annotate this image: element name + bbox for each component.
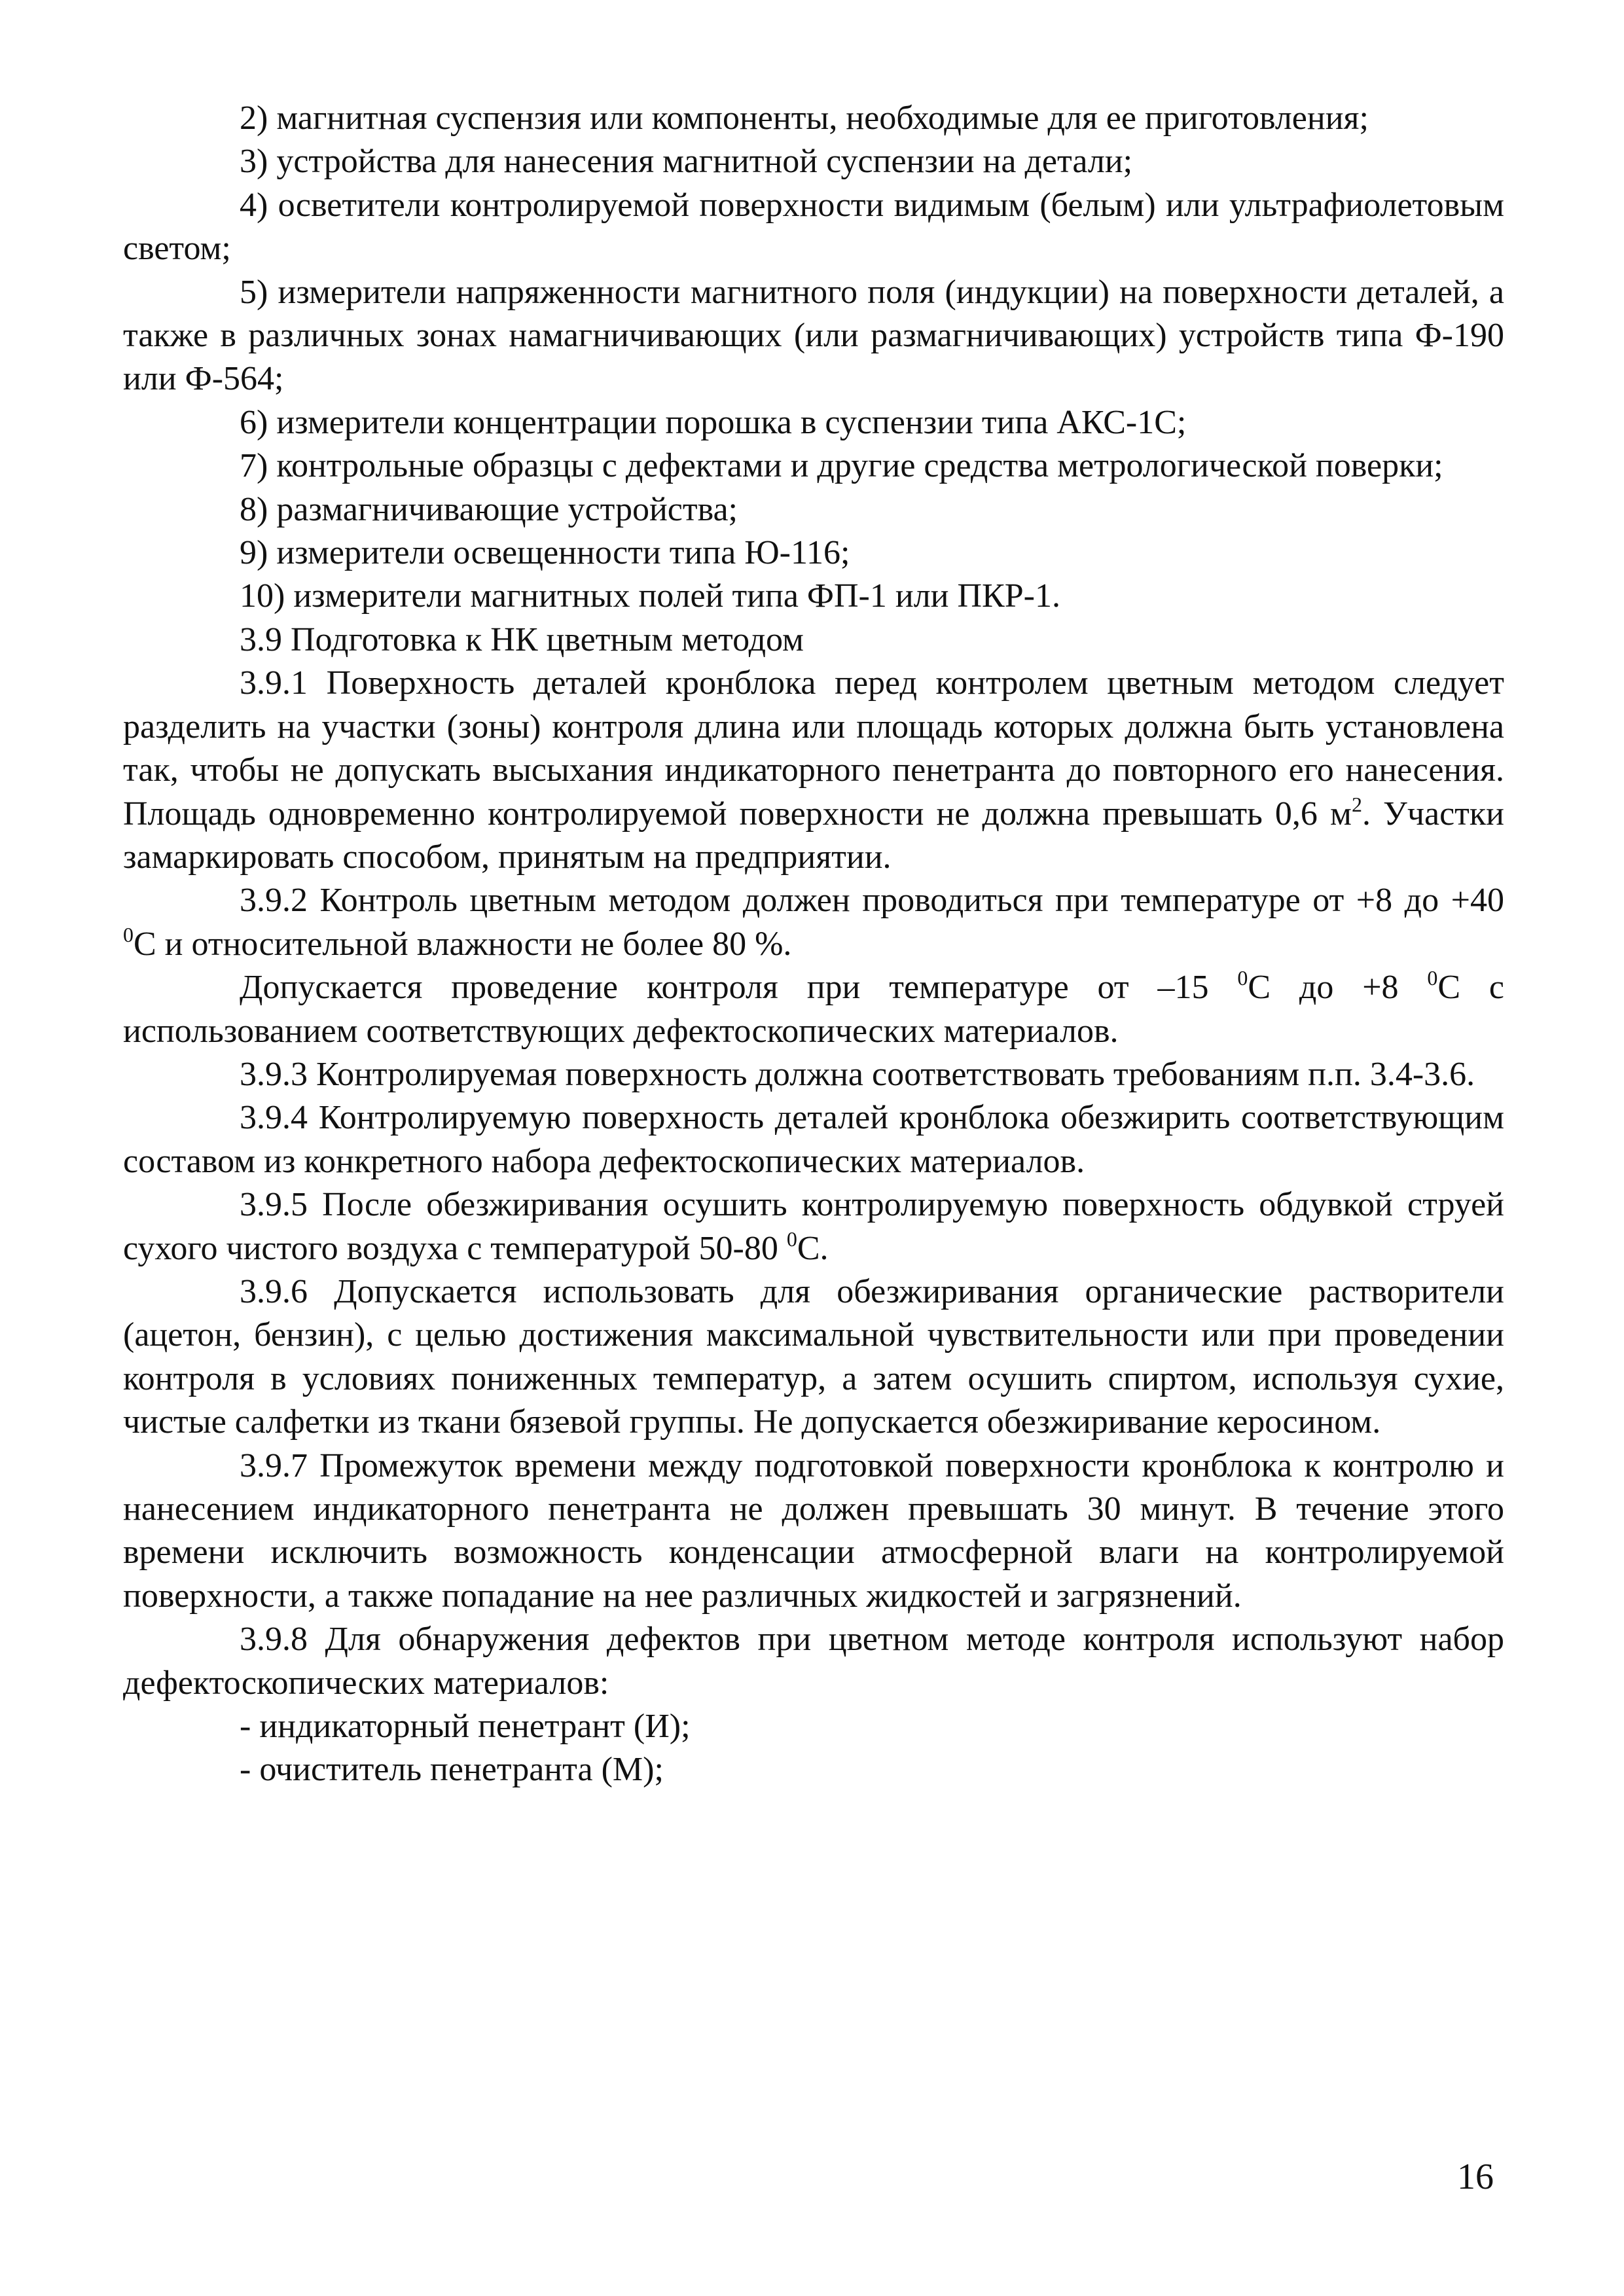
p391-text: 3.9.1 Поверхность деталей кронблока перед контролем цветным методом следует разделить на участки (зоны) контроля длина или площадь которых должна быть установлена так, чтобы не допускать высыхания индикаторного пенетранта до повторного его нанесения. Площадь одновременно контролируемой поверхности не должна превышать 0,6 м [123,664,1504,833]
paragraph-item-5: 5) измерители напряженности магнитного поля (индукции) на поверхности деталей, а также в различных зонах намагничивающих (или размагничивающих) устройств типа Ф-190 или Ф-564; [123,273,1504,398]
paragraph-item-10: 10) измерители магнитных полей типа ФП-1 или ПКР-1. [240,577,1060,615]
p392b-text-a: Допускается проведение контроля при температуре от –15 [240,969,1238,1007]
paragraph-3-9-3: 3.9.3 Контролируемая поверхность должна соответствовать требованиям п.п. 3.4-3.6. [240,1055,1475,1093]
p391-text-end: . Участки замаркировать способом, принятым на предприятии. [123,795,1504,876]
list-item-penetrant: - индикаторный пенетрант (И); [240,1708,691,1746]
paragraph-item-3: 3) устройства для нанесения магнитной суспензии на детали; [240,143,1133,181]
list-item-cleaner: - очиститель пенетранта (М); [240,1751,664,1789]
paragraph-item-8: 8) размагничивающие устройства; [240,490,738,528]
p392b-text-b: С до +8 [1248,969,1428,1007]
paragraph-3-9-1 [123,662,1504,879]
paragraph-item-7: 7) контрольные образцы с дефектами и другие средства метрологической поверки; [240,447,1443,485]
paragraph-item-4: 4) осветители контролируемой поверхности видимым (белым) или ультрафиолетовым светом; [123,186,1504,268]
paragraph-3-9-8: 3.9.8 Для обнаружения дефектов при цветном методе контроля используют набор дефектоскопических материалов: [123,1621,1504,1702]
p392-text-a: 3.9.2 Контроль цветным методом должен проводиться при температуре от +8 до +40 [240,882,1504,920]
paragraph-3-9-7: 3.9.7 Промежуток времени между подготовкой поверхности кронблока к контролю и нанесением индикаторного пенетранта не должен превышать 30 минут. В течение этого времени исключить возможность конденсации атмосферной влаги на контролируемой поверхности, а также попадание на нее различных жидкостей и загрязнений. [123,1446,1504,1615]
paragraph-3-9-2 [123,879,1504,966]
paragraph-3-9-5 [123,1183,1504,1270]
paragraph-item-2: 2) магнитная суспензия или компоненты, необходимые для ее приготовления; [240,99,1369,137]
degree-sign: 0 [786,1227,797,1251]
p392b-text-c: С с использованием соответствующих дефектоскопических материалов. [123,969,1505,1050]
paragraph-3-9-4: 3.9.4 Контролируемую поверхность деталей кронблока обезжирить соответствующим составом из конкретного набора дефектоскопических материалов. [123,1099,1504,1180]
superscript-2: 2 [1351,792,1362,816]
paragraph-3-9-2-allowance [123,966,1504,1053]
p392-text-b: С и относительной влажности не более 80 %. [134,925,792,963]
degree-sign: 0 [1237,966,1248,990]
paragraph-item-6: 6) измерители концентрации порошка в суспензии типа АКС-1С; [240,403,1187,441]
page-number: 16 [1457,2157,1494,2197]
section-heading-3-9: 3.9 Подготовка к НК цветным методом [240,620,804,658]
paragraph-item-9: 9) измерители освещенности типа Ю-116; [240,534,850,572]
degree-sign: 0 [123,922,134,946]
p395-text-b: С. [797,1229,829,1267]
p395-text-a: 3.9.5 После обезжиривания осушить контролируемую поверхность обдувкой струей сухого чистого воздуха с температурой 50-80 [123,1186,1504,1267]
document-page [123,97,1504,1792]
degree-sign: 0 [1427,966,1438,990]
paragraph-3-9-6: 3.9.6 Допускается использовать для обезжиривания органические растворители (ацетон, бензин), с целью достижения максимальной чувствительности или при проведении контроля в условиях пониженных температур, а затем осушить спиртом, используя сухие, чистые салфетки из ткани бязевой группы. Не допускается обезжиривание керосином. [123,1272,1504,1441]
